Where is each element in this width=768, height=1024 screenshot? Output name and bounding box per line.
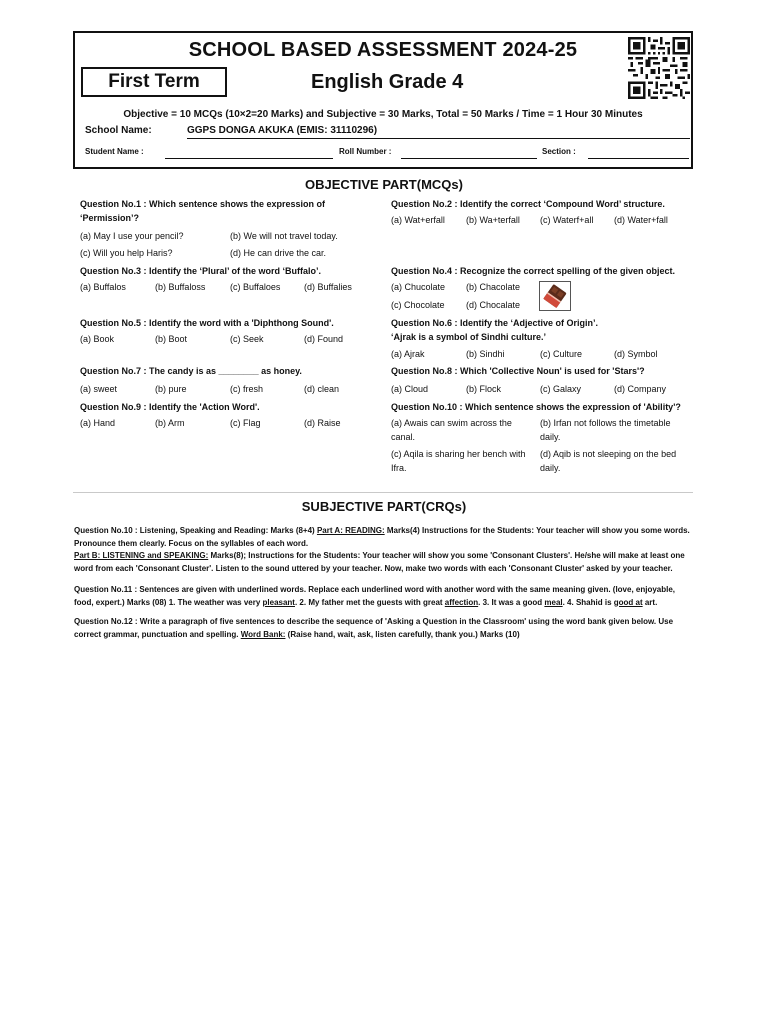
header-box xyxy=(73,31,693,169)
crq-10-text: Listening, Speaking and Reading: Marks (8+4) xyxy=(137,526,317,535)
option-a: (a) sweet xyxy=(80,384,118,394)
part-a-heading: Part A: READING: xyxy=(316,526,385,535)
option-b: (b) Arm xyxy=(155,418,185,428)
crq-question-12 xyxy=(74,616,696,641)
question-6: Question No.6 : Identify the ‘Adjective of Origin’. xyxy=(391,318,599,328)
part-b-text: Marks(8); Instructions for the Students: Your teacher will show you some 'Consonant Clusters'. He/she will make at least one word from each 'Consonant Cluster'. Listen to the sound uttered by your teacher. Now, make two words with each 'Consonant Cluster' asked by your teacher. xyxy=(74,551,685,573)
option-c: (c) Waterf+all xyxy=(540,215,594,225)
chocolate-image xyxy=(539,281,571,311)
option-d: (d) Aqib is not sleeping on the bed daily. xyxy=(540,449,677,473)
objective-marks-line: Objective = 10 MCQs (10×2=20 Marks) and Subjective = 30 Marks, Total = 50 Marks / Time = 1 Hour 30 Minutes xyxy=(123,109,643,120)
option-a: (a) Cloud xyxy=(391,384,429,394)
question-1: Question No.1 : Which sentence shows the expression of ‘Permission’? xyxy=(80,199,326,223)
question-7: Question No.7 : The candy is as ________ as honey. xyxy=(80,366,302,376)
objective-part-title: OBJECTIVE PART(MCQs) xyxy=(305,177,463,192)
option-d: (d) Company xyxy=(614,384,667,394)
school-name-label: School Name: xyxy=(85,125,152,136)
assessment-title: SCHOOL BASED ASSESSMENT 2024-25 xyxy=(188,39,578,61)
crq-11-text-3: . 3. It was a good xyxy=(478,597,545,607)
crq-11-text-2: . 2. My father met the guests with great xyxy=(294,597,445,607)
option-a: (a) Wat+erfall xyxy=(391,215,445,225)
underlined-word-3: meal xyxy=(544,597,563,607)
question-4: Question No.4 : Recognize the correct spelling of the given object. xyxy=(391,266,676,276)
section-divider xyxy=(73,492,693,493)
school-name-value: GGPS DONGA AKUKA (EMIS: 31110296) xyxy=(187,125,690,139)
option-c: (c) Aqila is sharing her bench with Ifra. xyxy=(391,449,526,473)
question-9: Question No.9 : Identify the 'Action Word'. xyxy=(80,402,260,412)
option-d: (d) Chocalate xyxy=(466,300,521,310)
student-info-row xyxy=(75,147,691,161)
option-c: (c) Galaxy xyxy=(540,384,582,394)
crq-11-text-4: . 4. Shahid is xyxy=(562,597,614,607)
option-a: (a) Buffalos xyxy=(80,282,126,292)
crq-12-label: Question No.12 : xyxy=(74,617,138,626)
roll-number-field[interactable] xyxy=(401,157,537,159)
option-b: (b) Flock xyxy=(466,384,502,394)
option-d: (d) He can drive the car. xyxy=(230,248,327,258)
crq-11-text-5: art. xyxy=(642,597,658,607)
option-c: (c) Will you help Haris? xyxy=(80,248,173,258)
crq-question-10 xyxy=(74,525,696,575)
option-d: (d) Symbol xyxy=(614,349,658,359)
crq-12-text-2: (Raise hand, wait, ask, listen carefully, thank you.) Marks (10) xyxy=(285,629,520,639)
question-3: Question No.3 : Identify the ‘Plural’ of the word ‘Buffalo’. xyxy=(80,266,322,276)
option-b: (b) Boot xyxy=(155,334,188,344)
question-10: Question No.10 : Which sentence shows the expression of 'Ability'? xyxy=(391,402,681,412)
part-b-heading: Part B: LISTENING and SPEAKING: xyxy=(74,551,209,560)
crq-question-11 xyxy=(74,584,696,609)
question-6-sentence: ‘Ajrak is a symbol of Sindhi culture.’ xyxy=(391,332,547,342)
section-label: Section : xyxy=(542,147,576,156)
crq-12-text-1: Write a paragraph of five sentences to describe the sequence of 'Asking a Question in the Classroom' using the word bank given below. Use correct grammar, punctuation and spelling. xyxy=(74,617,674,639)
option-d: (d) Buffalies xyxy=(304,282,352,292)
underlined-word-1: pleasant xyxy=(262,597,295,607)
option-b: (b) Chacolate xyxy=(466,282,521,292)
option-c: (c) Culture xyxy=(540,349,583,359)
option-a: (a) Awais can swim across the canal. xyxy=(391,418,512,442)
option-b: (b) Irfan not follows the timetable daily. xyxy=(540,418,671,442)
student-name-label: Student Name : xyxy=(85,147,144,156)
grade-title: English Grade 4 xyxy=(311,71,464,93)
option-b: (b) We will not travel today. xyxy=(230,231,338,241)
term-box: First Term xyxy=(81,67,227,97)
crq-11-text-1: Sentences are given with underlined words. Replace each underlined word with another word with the same meaning given. (love, enjoyable, food, expert.) Marks (08) 1. The weather was very xyxy=(74,585,676,607)
underlined-word-2: affection xyxy=(444,597,479,607)
option-a: (a) Ajrak xyxy=(391,349,425,359)
option-a: (a) Hand xyxy=(80,418,116,428)
option-b: (b) pure xyxy=(155,384,187,394)
option-c: (c) Buffaloes xyxy=(230,282,281,292)
qr-code-icon xyxy=(628,37,690,99)
option-d: (d) Raise xyxy=(304,418,341,428)
underlined-word-4: good at xyxy=(613,597,643,607)
option-d: (d) Water+fall xyxy=(614,215,668,225)
word-bank-label: Word Bank: xyxy=(240,629,286,639)
part-a-text: Marks(4) Instructions for the Students: Your teacher will show you some words. Pronounce them clearly. Focus on the syllables of each word. xyxy=(74,526,690,548)
option-b: (b) Wa+terfall xyxy=(466,215,520,225)
option-a: (a) Chucolate xyxy=(391,282,446,292)
option-c: (c) fresh xyxy=(230,384,264,394)
subjective-part-title: SUBJECTIVE PART(CRQs) xyxy=(301,499,467,514)
question-2: Question No.2 : Identify the correct ‘Compound Word’ structure. xyxy=(391,199,665,209)
question-8: Question No.8 : Which 'Collective Noun' is used for 'Stars'? xyxy=(391,366,645,376)
option-b: (b) Sindhi xyxy=(466,349,505,359)
section-field[interactable] xyxy=(588,157,689,159)
crq-11-label: Question No.11 : xyxy=(74,585,138,594)
student-name-field[interactable] xyxy=(165,157,333,159)
option-d: (d) Found xyxy=(304,334,344,344)
option-c: (c) Seek xyxy=(230,334,264,344)
question-5: Question No.5 : Identify the word with a 'Diphthong Sound'. xyxy=(80,318,334,328)
option-c: (c) Flag xyxy=(230,418,261,428)
option-c: (c) Chocolate xyxy=(391,300,445,310)
option-a: (a) Book xyxy=(80,334,115,344)
question-10-options xyxy=(391,416,696,480)
chocolate-icon xyxy=(542,284,568,308)
option-a: (a) May I use your pencil? xyxy=(80,231,184,241)
option-d: (d) clean xyxy=(304,384,340,394)
roll-number-label: Roll Number : xyxy=(339,147,392,156)
option-b: (b) Buffaloss xyxy=(155,282,206,292)
crq-10-label: Question No.10 : xyxy=(74,526,138,535)
